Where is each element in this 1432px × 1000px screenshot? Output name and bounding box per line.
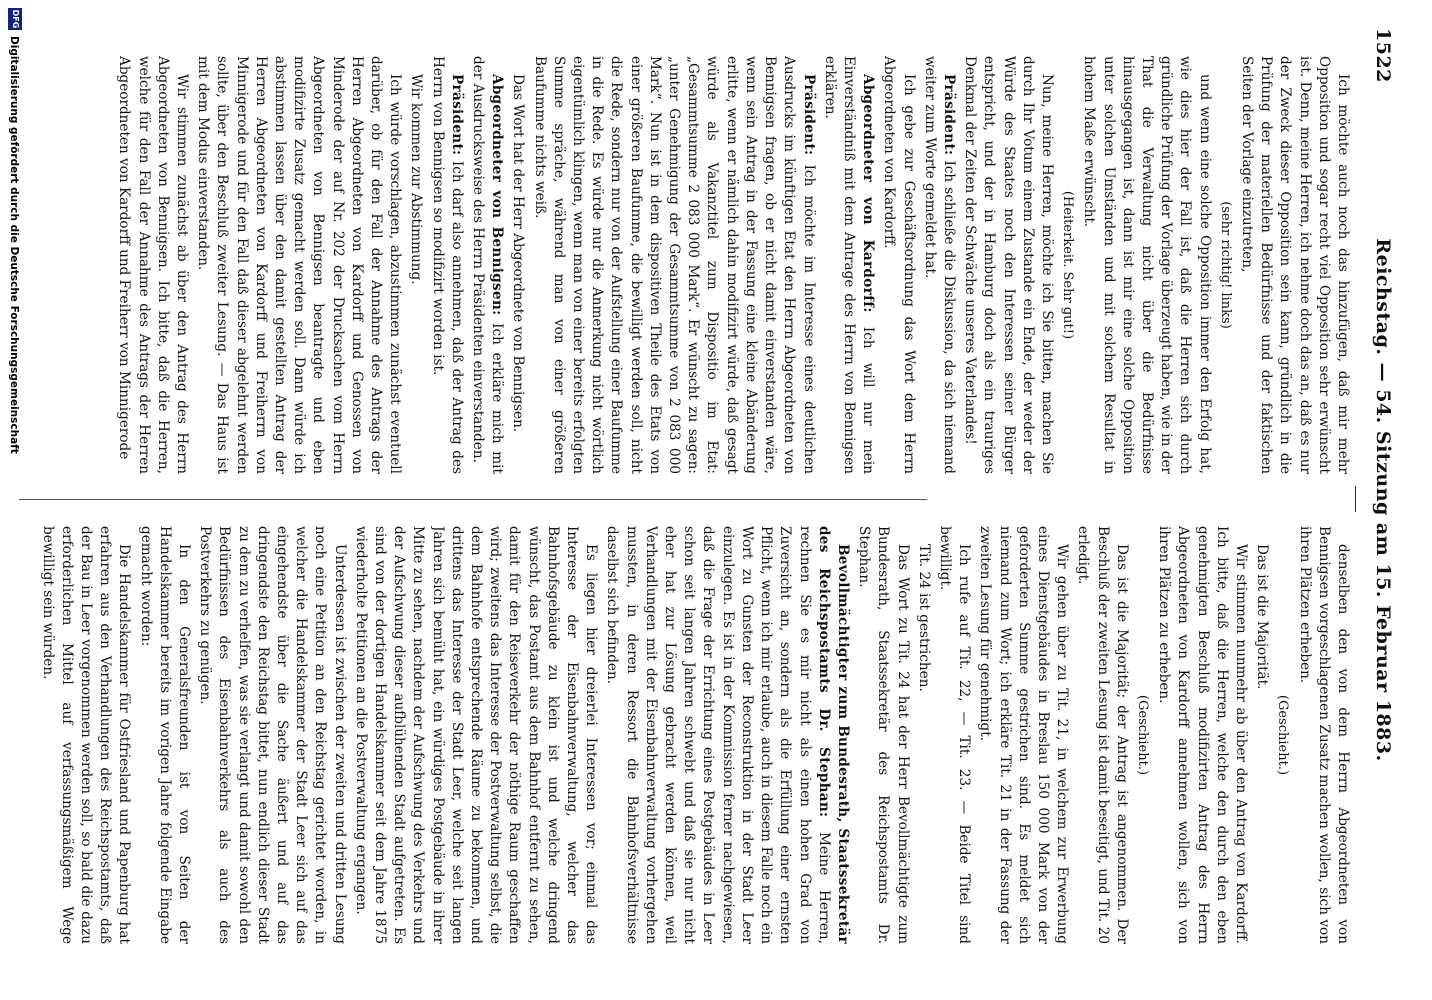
dfg-logo-icon: DFG: [8, 8, 22, 30]
paragraph-text: Ich darf also annehmen, daß der Antrag des Herrn von Bennigsen so modifizirt worden ist.: [429, 56, 465, 474]
paragraph: [960, 56, 1056, 474]
paragraph-text: Ich würde vorschlagen, abzustimmen zunächst eventuell darüber, ob für den Fall der Annahme des Antrags der Herren Abgeordneten von Kardorff und Genossen von Minderode der auf Nr. 202 der Drucksachen vom Herrn Abgeordneten von Bennigsen beantragte und eben modifizirte Zusatz gemacht werden soll. Dann würde ich abstimmen lassen über den damit gestellten Antrag der Herren Abgeordneten von Kardorff und Freiherrn von Minnigerode und für den Fall daß dieser abgelehnt werden sollte, über den Beschluß zweiter Lesung. — Das Haus ist mit dem Modus einverstanden.: [195, 56, 404, 474]
paragraph-text: und wenn eine solche Opposition immer den Erfolg hat, wie dies hier der Fall ist, daß die Herren sich durch gründliche Prüfung der Vorlage überzeugt haben, wie in der That die Verwaltung nicht über die Bedürfnisse hinausgegangen ist, dann ist mir eine solche Opposition unter solchen Umständen und mit solchem Resultat in hohem Maße erwünscht.: [1081, 56, 1213, 474]
paragraph: [1237, 56, 1352, 474]
paragraph: [406, 56, 425, 474]
paragraph: [468, 56, 506, 474]
paragraph-text: Es liegen hier dreierlei Interessen vor; einmal das Interesse der Eisenbahnverwaltung, welcher das Bahnhofsgebäude zu klein ist und welche dringend wünscht, das Postamt aus dem Bahnhof entfernt zu sehen, damit für den Reiseverkehr der nöthige Raum geschaffen wird; zweitens das Interesse der Postverwaltung selbst, die dem Bahnhofe entsprechende Räume zu bekommen, und drittens das Interesse der Stadt Leer, welche seit langen Jahren sich bemüht hat, ein würdiges Postgebäude in ihrer Mitte zu sehen, nachdem der Aufschwung des Verkehrs und der Aufschwung dieser aufblühenden Stadt aufgetreten. Es sind von der dortigen Handelskammer seit dem Jahre 1875 wiederholte Petitionen an die Postverwaltung ergangen.: [352, 526, 600, 944]
paragraph-text: Ich gebe zur Geschäftsordnung das Wort dem Herrn Abgeordneten von Kardorff.: [881, 56, 917, 474]
paragraph-text: (Geschieht.): [1134, 694, 1150, 776]
left-column: [22, 56, 1352, 474]
page-number: 1522: [1372, 28, 1394, 83]
paragraph: [135, 526, 193, 944]
paragraph: [820, 56, 878, 474]
paragraph-text: (Geschieht.): [1275, 694, 1291, 776]
paragraph: [193, 56, 404, 474]
paragraph: [935, 526, 973, 944]
paragraph-text: Das ist die Majorität; der Antrag ist angenommen. Der Beschluß der zweiten Lesung ist damit beseitigt, und Tit. 20 erledigt.: [1075, 526, 1130, 944]
paragraph: [37, 526, 133, 944]
stage-direction: [1133, 526, 1152, 944]
paragraph-text: (sehr richtig! links): [1217, 201, 1233, 329]
paragraph-text: Ich rufe auf Tit. 22, — Tit. 23. — Beide Titel sind bewilligt.: [936, 526, 973, 944]
column-divider: [19, 499, 927, 500]
page-title: Reichstag. — 54. Sitzung am 15. Februar 1883.: [1372, 238, 1394, 762]
paragraph-text: Ich schließe die Diskussion, da sich niemand weiter zum Worte gemeldet hat.: [921, 56, 957, 474]
page-header: [1364, 28, 1394, 972]
paragraph-text: Die Handelskammer für Ostfriesland und Papenburg hat erfahren aus den Verhandlungen des Reichspostamts, daß der Bau in Leer vorgenommen werden soll, so bald die dazu erforderlichen Mittel auf verfassungsmäßigem Wege bewilligt sein würden.: [39, 526, 133, 944]
speaker-name: Präsident:: [940, 74, 957, 156]
paragraph-text: Wir stimmen zunächst ab über den Antrag des Herrn Abgeordneten von Bennigsen. Ich bitte, daß die Herren, welche für den Fall der Annahme des Antrags der Herren Abgeordneten von Kardorff und Freiherr von Minnigerode: [116, 56, 191, 474]
paragraph: [920, 56, 958, 474]
paragraph: [114, 56, 191, 474]
paragraph: [1252, 526, 1271, 944]
paragraph: [1294, 526, 1352, 944]
paragraph-text: Ich will nur mein Einverständniß mit dem Antrage des Herrn von Bennigsen erklären.: [821, 56, 877, 474]
stage-direction: [1216, 56, 1235, 474]
paragraph: [854, 526, 912, 944]
paragraph-text: Unterdessen ist zwischen der zweiten und dritten Lesung noch eine Petition an den Reichstag gerichtet worden, in welcher die Handelskammer der Stadt Leer sich auf das eingehendste über die Sache äußert und auf das dringendste den Reichstag bittet, nun endlich dieser Stadt zu dem zu verhelfen, was sie verlangt und damit sowohl den Bedürfnissen des Eisenbahnverkehrs als auch des Postverkehrs zu genügen.: [197, 526, 348, 944]
paragraph-text: Nun, meine Herren, möchte ich Sie bitten, machen Sie durch Ihr Votum einem Zustande ein Ende, der weder der Würde des Staates noch den Interessen seiner Bürger entspricht, und der in Hamburg doch als ein trauriges Denkmal der Zeiten der Schwäche unseres Vaterlandes!: [962, 56, 1055, 474]
paragraph-text: denselben den von dem Herrn Abgeordneten von Bennigsen vorgeschlagenen Zusatz machen wollen, sich von ihren Plätzen erheben.: [1296, 526, 1351, 944]
stage-direction: [1058, 56, 1077, 474]
paragraph-text: Meine Herren, rechnen Sie es mir nicht als einen hohen Grad von Zuversicht an, sondern als die Erfüllung einer ernsten Pflicht, wenn ich mir erlaube, auch in diesem Falle noch ein Wort zu Gunsten der Reconstruktion in der Stadt Leer einzulegen. Es ist in der Kommission ferner nachgewiesen, daß die Frage der Errichtung eines Postgebäudes in Leer schon seit langen Jahren schwebt und daß sie nur nicht eher hat zur Lösung gebracht werden können, weil Verhandlungen mit der Eisenbahnverwaltung vorhergehen mussten, in deren Ressort die Bahnhofsverhältnisse daselbst sich befinden.: [604, 526, 832, 944]
paragraph-text: Ich möchte im Interesse eines deutlichen Ausdrucks im künftigen Etat den Herrn Abgeordneten von Bennigsen fragen, ob er nicht damit einverstanden wäre, wenn sein Antrag in der Fassung eine kleine Abänderung erlitte, wenn er nämlich dahin modifizirt würde, daß gesagt würde als Vakanztitel zum Dispositio im Etat: „Gesammtsumme 2 083 000 Mark“. Er wünscht zu sagen: „unter Genehmigung der Gesammtsumme von 2 083 000 Mark“. Nun ist in dem dispositiven Theile des Etats von einer größeren Baufumme, die bewilligt werden soll, nicht die Rede, sondern nur von der Aufstellung einer Baufumme in die Rede. Es würde nur die Anmerkung nicht wörtlich eigentümlich klingen, wenn man von einer bereits erfolgten Summe spräche, während man von einer größeren Baufumme nichts weiß.: [531, 56, 817, 474]
paragraph: [914, 526, 933, 944]
paragraph: [1073, 526, 1131, 944]
paragraph: [975, 526, 1071, 944]
speaker-name: Abgeordneter von Kardorff:: [860, 74, 877, 313]
paragraph-text: Ich möchte auch noch das hinzufügen, daß mir mehr Opposition und sogar recht viel Opposition sehr erwünscht ist. Denn, meine Herren, ich nehme doch das an, daß es nur der Zweck dieser Opposition sein kann, gründlich in die Prüfung der materiellen Bedürfnisse und der faktischen Seiten der Vorlage einzutreten,: [1238, 56, 1351, 474]
speaker-name: Bevollmächtigter zum Bundesrath, Staatssekretär des Reichspostamts Dr. Stephan:: [815, 526, 851, 944]
header-rule: [1355, 486, 1356, 512]
paragraph-text: Tit. 24 ist gestrichen.: [915, 544, 932, 692]
stage-direction: [1273, 526, 1292, 944]
paragraph: [1154, 526, 1250, 944]
paragraph-text: Das ist die Majorität.: [1254, 544, 1271, 690]
paragraph-text: Wir gehen über zu Tit. 21, in welchem zur Erwerbung eines Dienstgebäudes in Breslau 150 000 Mark von der geforderten Summe gestrichen sind. Es meldet sich niemand zum Wort; ich erkläre Tit. 21 in der Fassung der zweiten Lesung für genehmigt.: [977, 526, 1071, 944]
paragraph: [427, 56, 465, 474]
speaker-name: Abgeordneter von Bennigsen:: [489, 74, 506, 316]
paragraph-text: In den Generalsfreunden ist von Seiten der Handelskammer bereits im vorigen Jahre folgende Eingabe gemacht worden:: [137, 526, 193, 944]
paragraph-text: Ich erkläre mich mit der Ausdrucksweise des Herrn Präsidenten einverstanden.: [470, 56, 506, 474]
paragraph: [508, 56, 527, 474]
footer-credit: Digitalisierung gefördert durch die Deutsche Forschungsgemeinschaft: [8, 36, 20, 454]
paragraph: [879, 56, 917, 474]
paragraph-text: Das Wort zu Tit. 24 hat der Herr Bevollmächtigte zum Bundesrath, Staatssekretär des Reichspostamts Dr. Stephan.: [856, 526, 911, 944]
paragraph: [529, 56, 817, 474]
paragraph: [351, 526, 601, 944]
paragraph-text: Wir kommen zur Abstimmung.: [408, 74, 425, 285]
right-column: [22, 526, 1352, 944]
paragraph-text: (Heiterkeit. Sehr gut!): [1060, 190, 1076, 340]
footer-strip: [0, 0, 24, 1000]
paragraph-text: Das Wort hat der Herr Abgeordnete von Bennigsen.: [510, 74, 527, 433]
paragraph-text: Wir stimmen nunmehr ab über den Antrag von Kardorff. Ich bitte, daß die Herren, welche den durch den eben genehmigten Beschluß modifizirten Antrag des Herrn Abgeordneten von Kardorff annehmen wollen, sich von ihren Plätzen zu erheben.: [1156, 526, 1249, 944]
speaker-name: Präsident:: [800, 74, 817, 156]
speaker-name: Präsident:: [448, 74, 465, 156]
paragraph: [195, 526, 349, 944]
paragraph: [1079, 56, 1213, 474]
paragraph: [602, 526, 852, 944]
